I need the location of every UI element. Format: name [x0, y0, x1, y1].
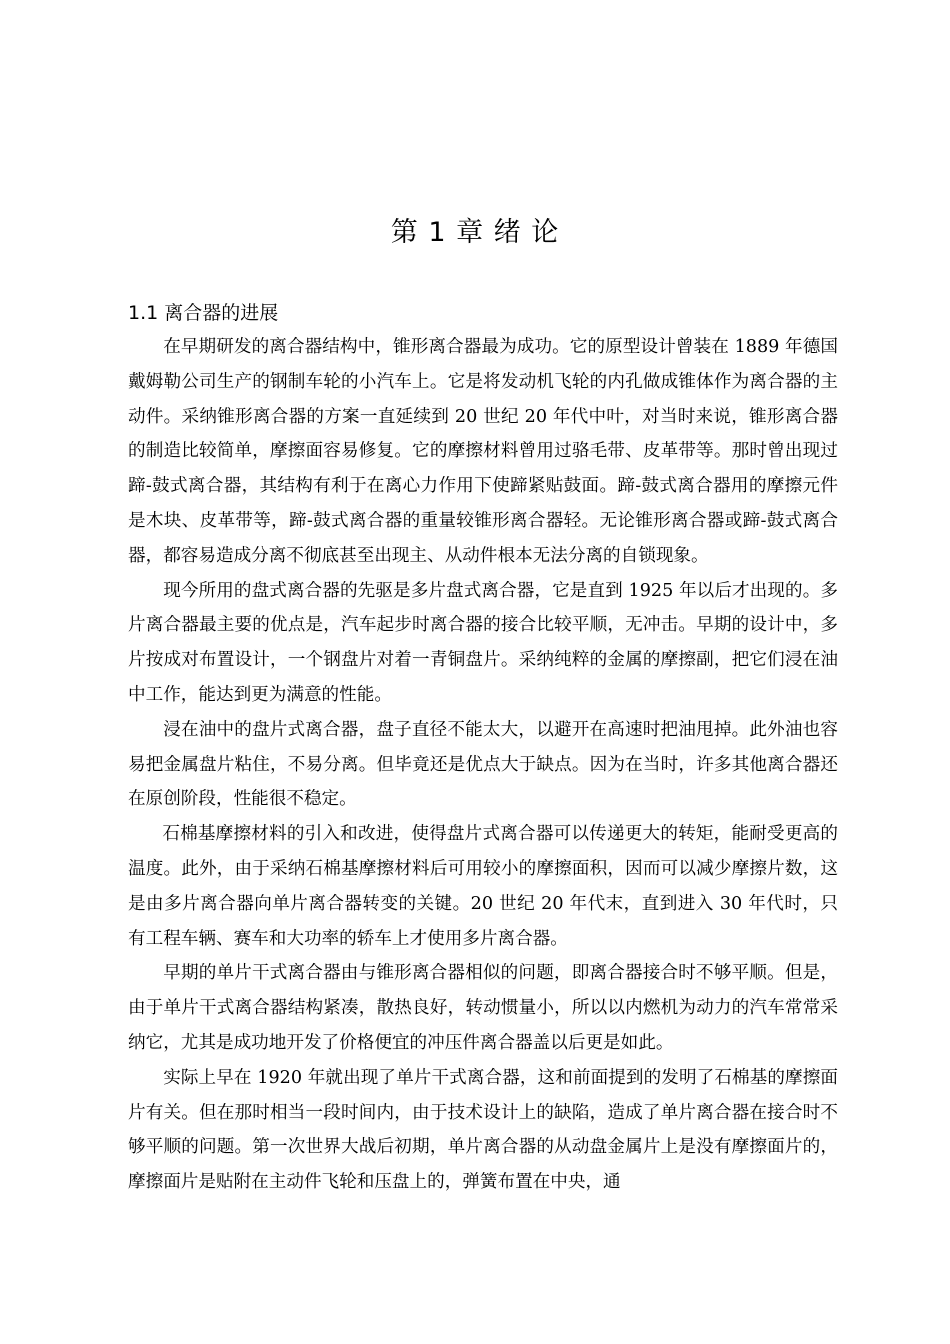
section-heading: 1.1 离合器的进展 [128, 302, 279, 324]
paragraph: 在早期研发的离合器结构中，锥形离合器最为成功。它的原型设计曾装在 1889 年德国戴姆勒公司生产的钢制车轮的小汽车上。它是将发动机飞轮的内孔做成锥体作为离合器的主动件。采纳锥形离合器的方案一直延续到 20 世纪 20 年代中叶，对当时来说，锥形离合器的制造比较简单，摩擦面容易修复。它的摩擦材料曾用过骆毛带、皮革带等。那时曾出现过蹄-鼓式离合器，其结构有利于在离心力作用下使蹄紧贴鼓面。蹄-鼓式离合器用的摩擦元件是木块、皮革带等，蹄-鼓式离合器的重量较锥形离合器轻。无论锥形离合器或蹄-鼓式离合器，都容易造成分离不彻底甚至出现主、从动件根本无法分离的自锁现象。 [128, 337, 838, 566]
paragraph: 早期的单片干式离合器由与锥形离合器相似的问题，即离合器接合时不够平顺。但是，由于单片干式离合器结构紧凑，散热良好，转动惯量小，所以以内燃机为动力的汽车常常采纳它，尤其是成功地开发了价格便宜的冲压件离合器盖以后更是如此。 [128, 963, 838, 1053]
paragraph: 现今所用的盘式离合器的先驱是多片盘式离合器，它是直到 1925 年以后才出现的。多片离合器最主要的优点是，汽车起步时离合器的接合比较平顺，无冲击。早期的设计中，多片按成对布置设计，一个钢盘片对着一青铜盘片。采纳纯粹的金属的摩擦副，把它们浸在油中工作，能达到更为满意的性能。 [128, 580, 838, 705]
paragraph: 实际上早在 1920 年就出现了单片干式离合器，这和前面提到的发明了石棉基的摩擦面片有关。但在那时相当一段时间内，由于技术设计上的缺陷，造成了单片离合器在接合时不够平顺的问题。第一次世界大战后初期，单片离合器的从动盘金属片上是没有摩擦面片的，摩擦面片是贴附在主动件飞轮和压盘上的，弹簧布置在中央，通 [128, 1067, 838, 1193]
paragraph: 石棉基摩擦材料的引入和改进，使得盘片式离合器可以传递更大的转矩，能耐受更高的温度。此外，由于采纳石棉基摩擦材料后可用较小的摩擦面积，因而可以减少摩擦片数，这是由多片离合器向单片离合器转变的关键。20 世纪 20 年代末，直到进入 30 年代时，只有工程车辆、赛车和大功率的轿车上才使用多片离合器。 [128, 824, 838, 949]
body-text [128, 330, 838, 1200]
paragraph: 浸在油中的盘片式离合器，盘子直径不能太大，以避开在高速时把油甩掉。此外油也容易把金属盘片粘住，不易分离。但毕竟还是优点大于缺点。因为在当时，许多其他离合器还在原创阶段，性能很不稳定。 [128, 719, 838, 810]
chapter-title: 第 1 章 绪 论 [390, 217, 560, 248]
